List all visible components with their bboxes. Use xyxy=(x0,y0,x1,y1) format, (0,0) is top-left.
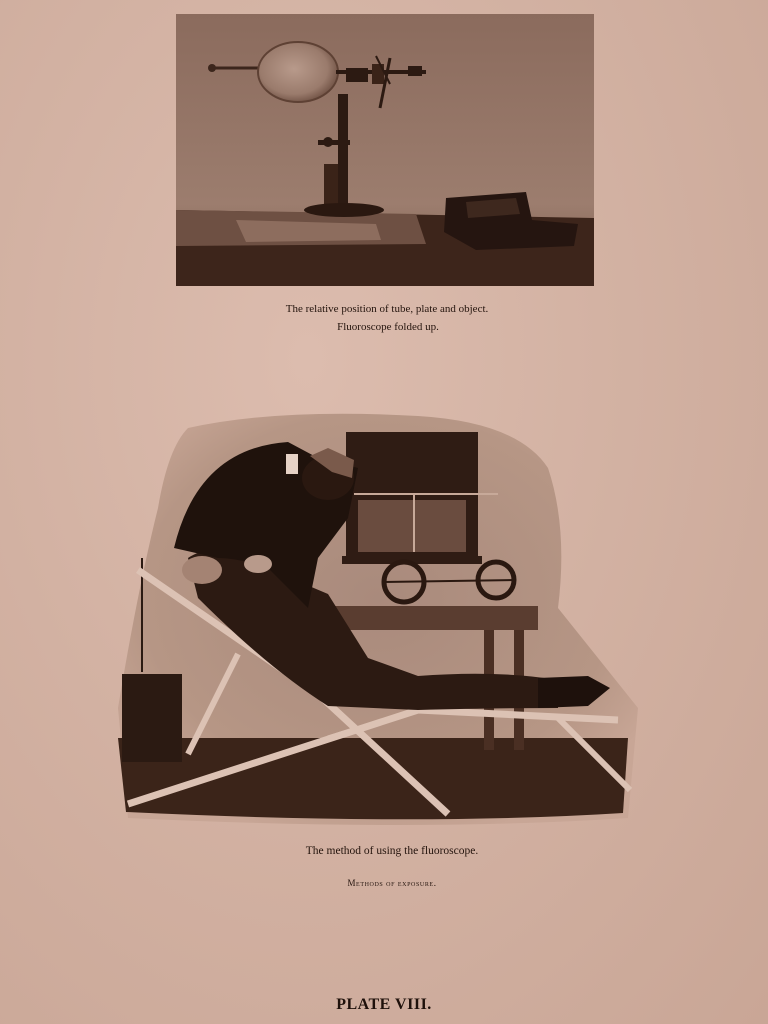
stand-base xyxy=(304,203,384,217)
x-ray-tube-bulb xyxy=(258,42,338,102)
battery-box xyxy=(122,674,182,762)
side-table-top xyxy=(328,606,538,630)
fluoroscope-use-photo xyxy=(118,408,638,832)
stand-pole xyxy=(338,94,348,204)
top-caption-line1: The relative position of tube, plate and object. xyxy=(285,303,489,315)
bottom-caption: The method of using the fluoroscope. xyxy=(305,845,479,857)
bottom-subcaption: Methods of exposure. xyxy=(347,878,437,888)
top-caption-line2: Fluoroscope folded up. xyxy=(337,321,439,333)
plate-number: PLATE VIII. xyxy=(336,996,432,1013)
floor xyxy=(118,738,628,819)
tube-and-plate-photo xyxy=(176,14,594,286)
